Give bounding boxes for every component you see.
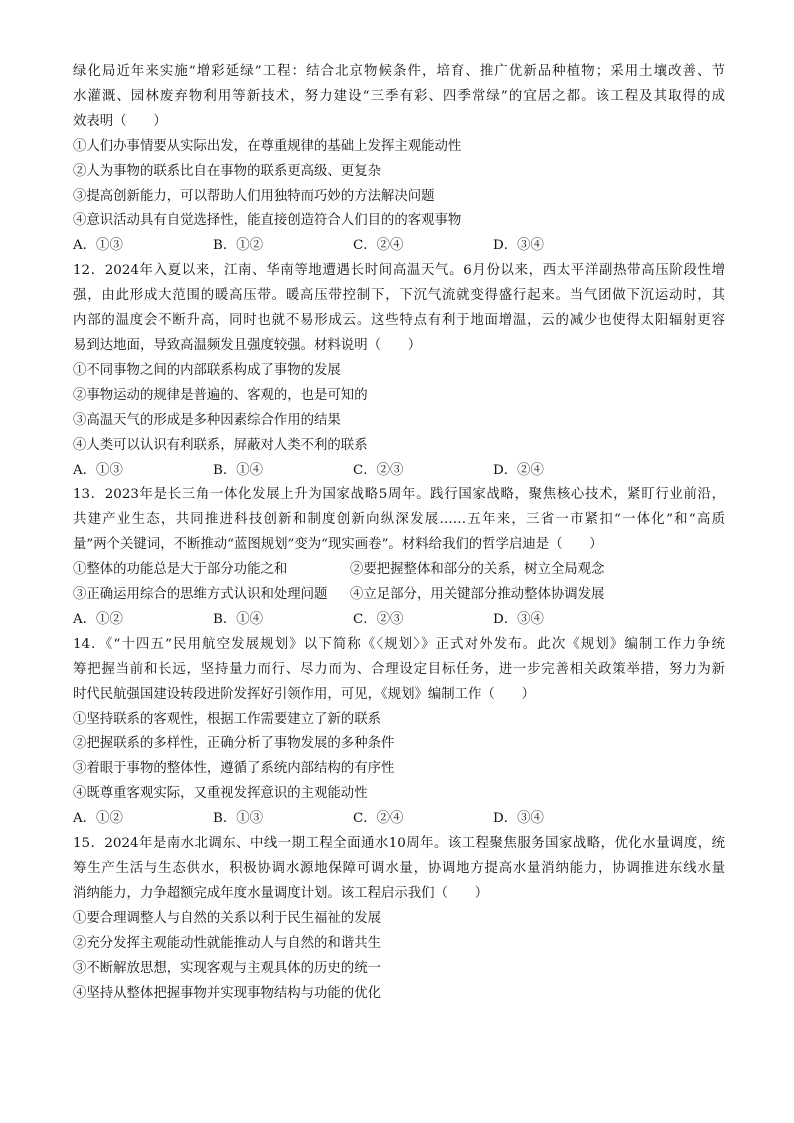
question-stem-line: 内部的温度会不断升高，同时也就不易形成云。这些特点有利于地面增温，云的减少也使得太阳辐射更容 — [73, 313, 725, 329]
option-a[interactable]: A．①③ — [73, 238, 123, 254]
statement-item: ③着眼于事物的整体性，遵循了系统内部结构的有序性 — [73, 761, 395, 777]
option-a[interactable]: A．①② — [73, 611, 123, 627]
question-stem-line: 共建产业生态，共同推进科技创新和制度创新向纵深发展……五年来，三省一市紧扣“一体化”和“高质 — [73, 512, 725, 528]
statement-item: ①坚持联系的客观性，根据工作需要建立了新的联系 — [73, 711, 381, 727]
option-a[interactable]: A．①③ — [73, 462, 123, 478]
answer-options — [73, 234, 725, 259]
option-b[interactable]: B．①④ — [213, 462, 264, 478]
question-stem-line: 时代民航强国建设转段进阶发挥好引领作用，可见，《规划》编制工作（ ） — [73, 686, 535, 702]
option-d[interactable]: D．②④ — [493, 462, 544, 478]
question-stem-line: 水灌溉、园林废弃物利用等新技术，努力建设“三季有彩、四季常绿”的宜居之都。该工程及其取得的成 — [73, 88, 725, 104]
question-13 — [73, 483, 725, 632]
option-c[interactable]: C．②③ — [353, 462, 404, 478]
question-stem-line: 13．2023年是长三角一体化发展上升为国家战略5周年。践行国家战略，聚焦核心技术，紧盯行业前沿， — [73, 487, 725, 503]
question-stem-line: 强，由此形成大范围的暖高压带。暖高压带控制下，下沉气流就变得盛行起来。当气团做下沉运动时，其 — [73, 288, 725, 304]
option-c[interactable]: C．②③ — [353, 611, 404, 627]
answer-options — [73, 807, 725, 832]
question-15 — [73, 832, 725, 1006]
question-stem-line: 筹把握当前和长远，坚持量力而行、尽力而为、合理设定目标任务，进一步完善相关政策举措，努力为新 — [73, 661, 725, 677]
statement-item: ③不断解放思想，实现客观与主观具体的历史的统一 — [73, 960, 381, 976]
statement-item: ②充分发挥主观能动性就能推动人与自然的和谐共生 — [73, 935, 381, 951]
option-b[interactable]: B．①② — [213, 238, 264, 254]
statement-item: ④坚持从整体把握事物并实现事物结构与功能的优化 — [73, 985, 381, 1001]
option-b[interactable]: B．①④ — [213, 611, 264, 627]
option-c[interactable]: C．②④ — [353, 238, 404, 254]
option-c[interactable]: C．②④ — [353, 811, 404, 827]
statement-item: ②把握联系的多样性，正确分析了事物发展的多种条件 — [73, 736, 395, 752]
statement-item: ④立足部分，用关键部分推动整体协调发展 — [350, 587, 605, 603]
statement-item: ②事物运动的规律是普遍的、客观的，也是可知的 — [73, 387, 368, 403]
statement-item: ①要合理调整人与自然的关系以利于民生福祉的发展 — [73, 910, 381, 926]
statement-item: ③高温天气的形成是多种因素综合作用的结果 — [73, 412, 341, 428]
answer-options — [73, 459, 725, 484]
question-11 — [73, 60, 725, 259]
option-b[interactable]: B．①③ — [213, 811, 264, 827]
option-d[interactable]: D．③④ — [493, 238, 544, 254]
statement-item: ①人们办事情要从实际出发，在尊重规律的基础上发挥主观能动性 — [73, 138, 462, 154]
statement-item: ③正确运用综合的思维方式认识和处理问题 — [73, 587, 328, 603]
option-a[interactable]: A．①② — [73, 811, 123, 827]
question-stem-line: 消纳能力，力争超额完成年度水量调度计划。该工程启示我们（ ） — [73, 885, 489, 901]
question-stem-line: 绿化局近年来实施“增彩延绿”工程：结合北京物候条件，培育、推广优新品种植物；采用土壤改善、节 — [73, 64, 725, 79]
question-stem-line: 筹生产生活与生态供水，积极协调水源地保障可调水量，协调地方提高水量消纳能力，协调推进东线水量 — [73, 861, 725, 876]
statement-pair — [73, 583, 725, 608]
statement-item: ④人类可以认识有利联系，屏蔽对人类不利的联系 — [73, 437, 368, 453]
question-stem-line: 量”两个关键词，不断推动“蓝图规划”变为“现实画卷”。材料给我们的哲学启迪是（ ） — [73, 537, 603, 553]
question-stem-line: 12．2024年入夏以来，江南、华南等地遭遇长时间高温天气。6月份以来，西太平洋副热带高压阶段性增 — [73, 263, 725, 279]
question-stem-line: 14．《“十四五”民用航空发展规划》以下简称《〈规划〉》正式对外发布。此次《规划》编制工作力争统 — [73, 636, 725, 652]
question-stem-line: 15．2024年是南水北调东、中线一期工程全面通水10周年。该工程聚焦服务国家战略，优化水量调度，统 — [73, 836, 725, 852]
option-d[interactable]: D．③④ — [493, 811, 544, 827]
statement-item: ①不同事物之间的内部联系构成了事物的发展 — [73, 362, 341, 378]
answer-options — [73, 608, 725, 633]
statement-item: ①整体的功能总是大于部分功能之和 — [73, 562, 288, 578]
statement-item: ④意识活动具有自觉选择性，能直接创造符合人们目的的客观事物 — [73, 213, 462, 229]
statement-item: ②人为事物的联系比自在事物的联系更高级、更复杂 — [73, 163, 381, 179]
option-d[interactable]: D．③④ — [493, 611, 544, 627]
statement-pair — [73, 558, 725, 583]
statement-item: ③提高创新能力，可以帮助人们用独特而巧妙的方法解决问题 — [73, 188, 435, 204]
statement-item: ②要把握整体和部分的关系，树立全局观念 — [350, 562, 605, 578]
question-12 — [73, 259, 725, 483]
question-stem-line: 易到达地面，导致高温频发且强度较强。材料说明（ ） — [73, 337, 422, 353]
statement-item: ④既尊重客观实际，又重视发挥意识的主观能动性 — [73, 786, 368, 802]
question-14 — [73, 633, 725, 832]
exam-page — [73, 60, 725, 1006]
question-stem-line: 效表明（ ） — [73, 113, 167, 129]
